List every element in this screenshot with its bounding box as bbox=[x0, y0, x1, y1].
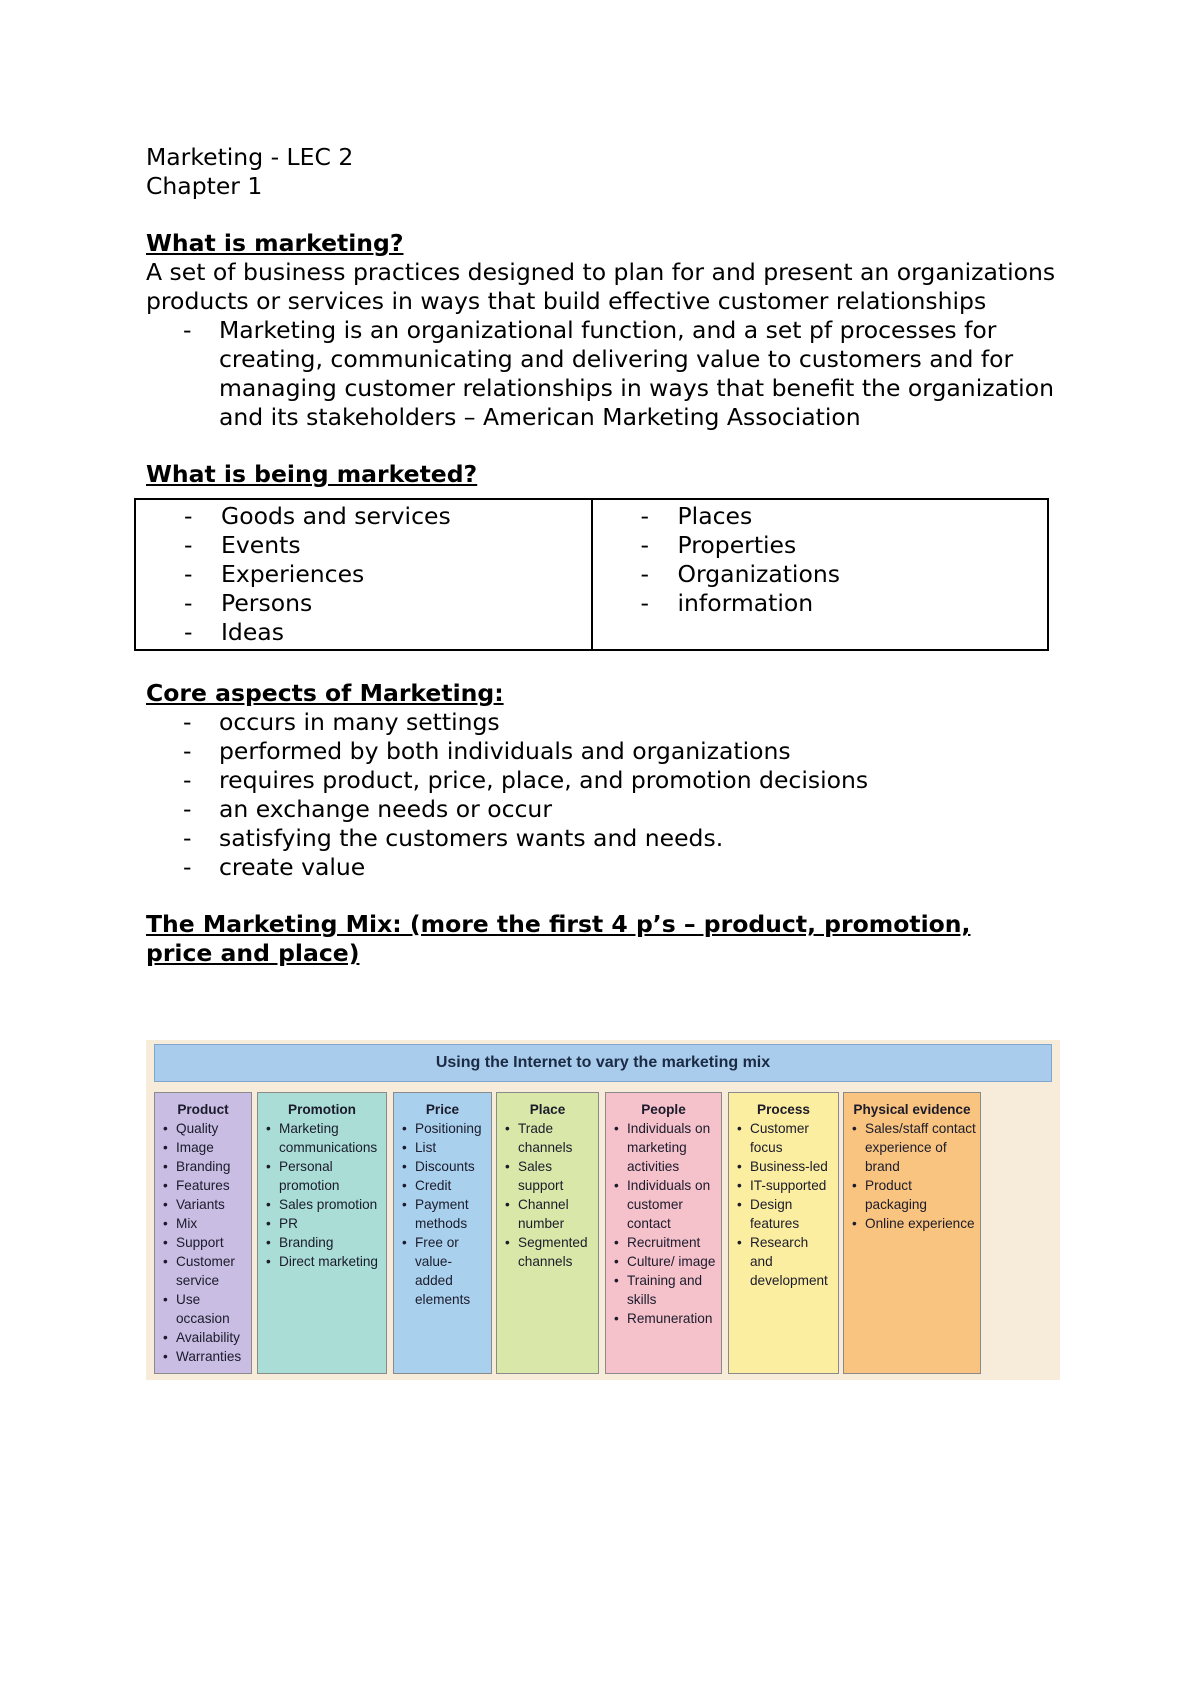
mix-column-people bbox=[605, 1092, 722, 1374]
mix-item: • Sales promotion bbox=[258, 1195, 386, 1214]
document-page bbox=[146, 143, 1066, 968]
mix-item: • Personal promotion bbox=[258, 1157, 386, 1195]
mix-column-title: Product bbox=[177, 1102, 229, 1117]
marketed-items-table bbox=[134, 498, 1049, 651]
mix-column-list bbox=[729, 1119, 838, 1290]
mix-item: • Direct marketing bbox=[258, 1252, 386, 1271]
heading-what-is-marketing: What is marketing? bbox=[146, 229, 404, 257]
mix-item: • Positioning bbox=[394, 1119, 491, 1138]
mix-item: • Discounts bbox=[394, 1157, 491, 1176]
list-item: - performed by both individuals and organizations bbox=[146, 737, 1066, 766]
marketed-left-cell bbox=[135, 499, 592, 650]
mix-item: • Product packaging bbox=[844, 1176, 980, 1214]
mix-item: • Features bbox=[155, 1176, 251, 1195]
mix-column-list bbox=[258, 1119, 386, 1271]
mix-column-list bbox=[155, 1119, 251, 1366]
list-item: - Ideas bbox=[136, 618, 591, 647]
mix-column-title: Physical evidence bbox=[853, 1102, 971, 1117]
mix-item: • Sales/staff contact experience of brand bbox=[844, 1119, 980, 1176]
mix-item: • Image bbox=[155, 1138, 251, 1157]
figure-banner: Using the Internet to vary the marketing mix bbox=[154, 1044, 1052, 1082]
mix-item: • Availability bbox=[155, 1328, 251, 1347]
list-item: - Organizations bbox=[593, 560, 1048, 589]
mix-item: • Recruitment bbox=[606, 1233, 721, 1252]
mix-column-list bbox=[497, 1119, 598, 1271]
ama-definition-bullet: - Marketing is an organizational function, and a set pf processes for creating, communicating and delivering value to customers and for managing customer relationships in ways that benefit the organization and its stakeholders – American Marketing Association bbox=[146, 316, 1066, 432]
mix-item: • Support bbox=[155, 1233, 251, 1252]
mix-item: • Culture/ image bbox=[606, 1252, 721, 1271]
list-item: - Properties bbox=[593, 531, 1048, 560]
mix-item: • Mix bbox=[155, 1214, 251, 1233]
mix-item: • Quality bbox=[155, 1119, 251, 1138]
list-item: - an exchange needs or occur bbox=[146, 795, 1066, 824]
mix-item: • Trade channels bbox=[497, 1119, 598, 1157]
mix-item: • Variants bbox=[155, 1195, 251, 1214]
mix-item: • List bbox=[394, 1138, 491, 1157]
mix-item: • PR bbox=[258, 1214, 386, 1233]
definition-bullets bbox=[146, 316, 1066, 432]
mix-item: • Segmented channels bbox=[497, 1233, 598, 1271]
list-item: - occurs in many settings bbox=[146, 708, 1066, 737]
mix-column-title: Process bbox=[757, 1102, 810, 1117]
mix-column-title: Price bbox=[425, 1102, 460, 1117]
mix-item: • Payment methods bbox=[394, 1195, 491, 1233]
heading-core-aspects: Core aspects of Marketing: bbox=[146, 679, 504, 707]
heading-marketing-mix: The Marketing Mix: (more the first 4 p’s – product, promotion, price and place) bbox=[146, 910, 971, 967]
mix-column-list bbox=[394, 1119, 491, 1309]
mix-column-list bbox=[606, 1119, 721, 1328]
mix-column-list bbox=[844, 1119, 980, 1233]
mix-item: • Free or value-added elements bbox=[394, 1233, 491, 1309]
mix-item: • IT-supported bbox=[729, 1176, 838, 1195]
list-item: - requires product, price, place, and promotion decisions bbox=[146, 766, 1066, 795]
list-item: - information bbox=[593, 589, 1048, 618]
mix-item: • Design features bbox=[729, 1195, 838, 1233]
mix-item: • Research and development bbox=[729, 1233, 838, 1290]
mix-item: • Branding bbox=[155, 1157, 251, 1176]
list-item: - Experiences bbox=[136, 560, 591, 589]
doc-title: Marketing - LEC 2 bbox=[146, 143, 354, 171]
mix-item: • Branding bbox=[258, 1233, 386, 1252]
mix-column-place bbox=[496, 1092, 599, 1374]
mix-item: • Remuneration bbox=[606, 1309, 721, 1328]
list-item: - create value bbox=[146, 853, 1066, 882]
heading-what-is-marketed: What is being marketed? bbox=[146, 460, 478, 488]
list-item: - Persons bbox=[136, 589, 591, 618]
mix-column-title: Promotion bbox=[288, 1102, 356, 1117]
marketing-mix-figure bbox=[146, 1040, 1060, 1380]
mix-item: • Individuals on marketing activities bbox=[606, 1119, 721, 1176]
marketed-right-cell bbox=[592, 499, 1049, 650]
list-item: - Goods and services bbox=[136, 502, 591, 531]
mix-item: • Business-led bbox=[729, 1157, 838, 1176]
mix-item: • Customer service bbox=[155, 1252, 251, 1290]
marketed-left-list bbox=[136, 502, 591, 647]
marketed-right-list bbox=[593, 502, 1048, 618]
mix-column-process bbox=[728, 1092, 839, 1374]
list-item: - Places bbox=[593, 502, 1048, 531]
mix-item: • Marketing communications bbox=[258, 1119, 386, 1157]
mix-column-title: Place bbox=[529, 1102, 566, 1117]
list-item: - Events bbox=[136, 531, 591, 560]
list-item: - satisfying the customers wants and needs. bbox=[146, 824, 1066, 853]
mix-column-price bbox=[393, 1092, 492, 1374]
mix-item: • Channel number bbox=[497, 1195, 598, 1233]
core-aspects-list bbox=[146, 708, 1066, 882]
mix-column-promotion bbox=[257, 1092, 387, 1374]
mix-item: • Online experience bbox=[844, 1214, 980, 1233]
mix-item: • Sales support bbox=[497, 1157, 598, 1195]
mix-item: • Credit bbox=[394, 1176, 491, 1195]
mix-column-product bbox=[154, 1092, 252, 1374]
mix-item: • Use occasion bbox=[155, 1290, 251, 1328]
mix-item: • Individuals on customer contact bbox=[606, 1176, 721, 1233]
mix-item: • Warranties bbox=[155, 1347, 251, 1366]
mix-item: • Training and skills bbox=[606, 1271, 721, 1309]
doc-subtitle: Chapter 1 bbox=[146, 172, 263, 200]
mix-column-physical-evidence bbox=[843, 1092, 981, 1374]
marketing-definition: A set of business practices designed to plan for and present an organizations products or services in ways that build effective customer relationships bbox=[146, 258, 1056, 315]
mix-column-title: People bbox=[641, 1102, 686, 1117]
mix-item: • Customer focus bbox=[729, 1119, 838, 1157]
